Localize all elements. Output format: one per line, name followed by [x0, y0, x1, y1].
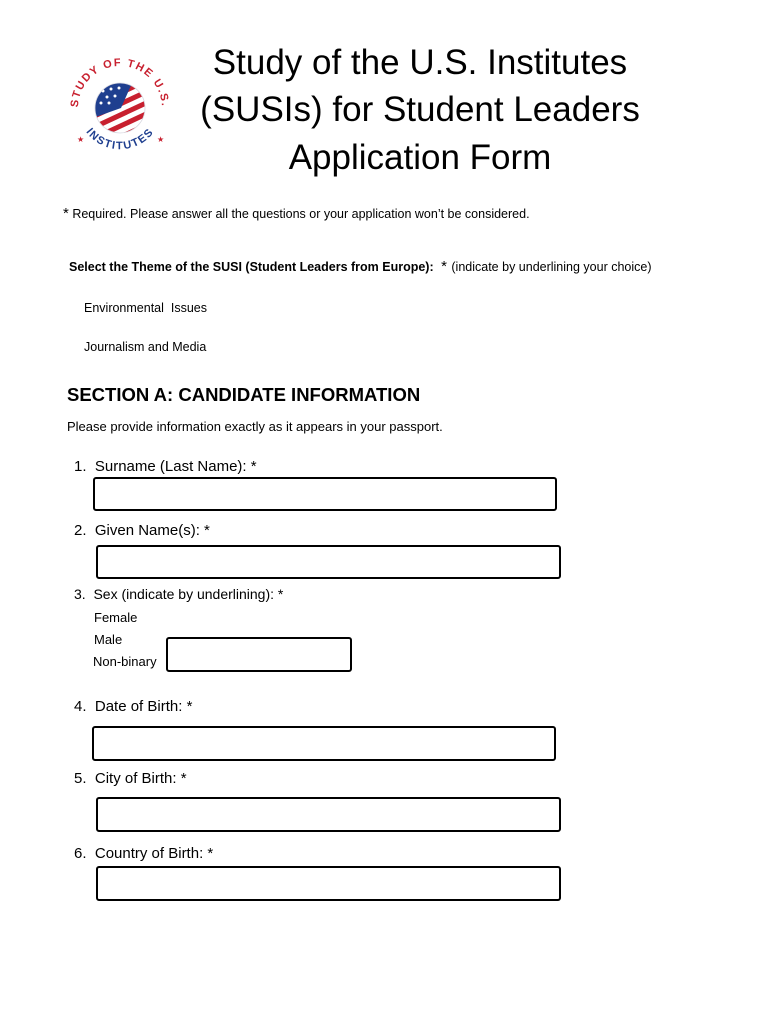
- sex-field[interactable]: [166, 637, 352, 672]
- country-of-birth-field[interactable]: [96, 866, 561, 901]
- question-city-of-birth: 5. City of Birth: *: [74, 770, 187, 787]
- question-city-of-birth-label: City of Birth: *: [94, 770, 187, 787]
- theme-star: *: [441, 258, 447, 275]
- title-line-2: (SUSIs) for Student Leaders: [200, 90, 640, 129]
- question-surname-label: Surname (Last Name): *: [94, 458, 257, 475]
- svg-text:★: ★: [77, 135, 85, 144]
- svg-text:STUDY OF THE U.S.: STUDY OF THE U.S.: [68, 56, 172, 108]
- question-country-of-birth-label: Country of Birth: *: [94, 845, 214, 862]
- city-of-birth-field[interactable]: [96, 797, 561, 832]
- surname-field[interactable]: [93, 477, 557, 511]
- theme-option-environmental[interactable]: Environmental Issues: [84, 301, 207, 315]
- question-country-of-birth: 6. Country of Birth: *: [74, 845, 214, 862]
- section-a-title: SECTION A: CANDIDATE INFORMATION: [67, 384, 421, 405]
- required-text: Required. Please answer all the questions or your application won’t be considered.: [72, 207, 530, 221]
- question-given-names-label: Given Name(s): *: [94, 522, 210, 539]
- section-a-subtitle: Please provide information exactly as it appears in your passport.: [67, 419, 443, 434]
- sex-option-non-binary[interactable]: Non-binary: [93, 654, 157, 669]
- sex-option-female[interactable]: Female: [94, 610, 138, 625]
- question-date-of-birth-label: Date of Birth: *: [94, 698, 193, 715]
- required-note: [63, 205, 530, 222]
- susi-logo: [63, 46, 177, 164]
- title-line-3: Application Form: [288, 138, 552, 177]
- svg-text:★: ★: [157, 135, 165, 144]
- question-given-names: 2. Given Name(s): *: [74, 522, 210, 539]
- question-sex-label: Sex (indicate by underlining): *: [93, 586, 284, 602]
- svg-text:INSTITUTES: INSTITUTES: [83, 125, 157, 153]
- question-surname: 1. Surname (Last Name): *: [74, 458, 257, 475]
- required-star: *: [63, 205, 69, 222]
- question-date-of-birth: 4. Date of Birth: *: [74, 698, 193, 715]
- theme-option-journalism[interactable]: Journalism and Media: [84, 340, 207, 354]
- theme-hint: (indicate by underlining your choice): [451, 260, 652, 274]
- theme-label: Select the Theme of the SUSI (Student Leaders from Europe):: [69, 260, 434, 274]
- given-names-field[interactable]: [96, 545, 561, 579]
- sex-option-male[interactable]: Male: [94, 632, 123, 647]
- date-of-birth-field[interactable]: [92, 726, 556, 761]
- title-line-1: Study of the U.S. Institutes: [212, 43, 628, 82]
- theme-question: [69, 258, 652, 276]
- question-sex: 3. Sex (indicate by underlining): *: [74, 586, 284, 602]
